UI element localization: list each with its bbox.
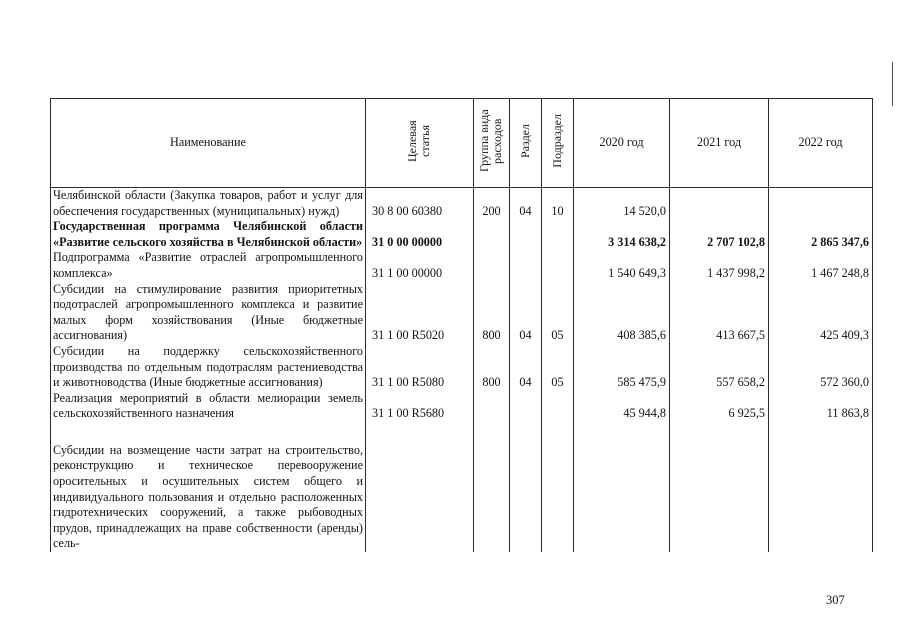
row-name: Государственная программа Челябинской области «Развитие сельского хозяйства в Челябинской области»: [51, 219, 366, 250]
row-name: Подпрограмма «Развитие отраслей агропромышленного комплекса»: [51, 250, 366, 281]
row-expense-group: 800: [474, 282, 510, 344]
table-row: [51, 219, 873, 250]
page-number: 307: [826, 593, 845, 607]
row-2020: 45 944,8: [574, 391, 670, 422]
row-2022: 11 863,8: [769, 391, 873, 422]
table-header-row: [51, 99, 873, 188]
row-2022: 1 467 248,8: [769, 250, 873, 281]
header-2022: 2022 год: [769, 99, 873, 188]
row-2020: 1 540 649,3: [574, 250, 670, 281]
header-subsection: Подраздел: [542, 99, 574, 188]
row-2022: 572 360,0: [769, 344, 873, 391]
table-row: [51, 391, 873, 422]
row-2020: 14 520,0: [574, 188, 670, 220]
row-expense-group: 200: [474, 188, 510, 220]
row-2020: 585 475,9: [574, 344, 670, 391]
row-2021: [670, 422, 769, 552]
row-target-article: 31 0 00 00000: [366, 219, 474, 250]
row-section: [510, 250, 542, 281]
row-2021: 2 707 102,8: [670, 219, 769, 250]
row-name: Челябинской области (Закупка товаров, работ и услуг для обеспечения государственных (муниципальных) нужд): [51, 188, 366, 220]
row-expense-group: [474, 250, 510, 281]
row-2020: 3 314 638,2: [574, 219, 670, 250]
row-target-article: 31 1 00 R5680: [366, 391, 474, 422]
header-name: Наименование: [51, 99, 366, 188]
row-subsection: 05: [542, 344, 574, 391]
row-subsection: [542, 250, 574, 281]
row-section: 04: [510, 282, 542, 344]
row-2022: [769, 188, 873, 220]
row-2021: 6 925,5: [670, 391, 769, 422]
row-target-article: 31 1 00 R5080: [366, 344, 474, 391]
row-2021: 413 667,5: [670, 282, 769, 344]
row-subsection: 05: [542, 282, 574, 344]
row-subsection: [542, 422, 574, 552]
margin-line: [892, 62, 893, 106]
table-row: [51, 344, 873, 391]
table-row: [51, 188, 873, 220]
row-target-article: 31 1 00 R5020: [366, 282, 474, 344]
header-expense-group: Группа вида расходов: [474, 99, 510, 188]
row-name: Реализация мероприятий в области мелиорации земель сельскохозяйственного назначения: [51, 391, 366, 422]
row-2022: 2 865 347,6: [769, 219, 873, 250]
row-subsection: 10: [542, 188, 574, 220]
row-2021: 557 658,2: [670, 344, 769, 391]
row-section: [510, 422, 542, 552]
header-2020: 2020 год: [574, 99, 670, 188]
row-2021: [670, 188, 769, 220]
row-name: Субсидии на возмещение части затрат на строительство, реконструкцию и техническое перевооружение оросительных и осушительных систем общего и индивидуального пользования и отдельно расположенных гидротехнических сооружений, а также рыбоводных прудов, принадлежащих на праве собственности (аренды) сель-: [51, 422, 366, 552]
row-2022: [769, 422, 873, 552]
row-subsection: [542, 219, 574, 250]
row-2020: 408 385,6: [574, 282, 670, 344]
row-expense-group: [474, 422, 510, 552]
row-name: Субсидии на стимулирование развития приоритетных подотраслей агропромышленного комплекса и развитие малых форм хозяйствования (Иные бюджетные ассигнования): [51, 282, 366, 344]
row-expense-group: 800: [474, 344, 510, 391]
row-section: 04: [510, 344, 542, 391]
table-row: [51, 282, 873, 344]
row-target-article: 31 1 00 00000: [366, 250, 474, 281]
budget-table: [50, 98, 873, 552]
row-2022: 425 409,3: [769, 282, 873, 344]
row-2021: 1 437 998,2: [670, 250, 769, 281]
row-section: 04: [510, 188, 542, 220]
row-name: Субсидии на поддержку сельскохозяйственного производства по отдельным подотраслям растениеводства и животноводства (Иные бюджетные ассигнования): [51, 344, 366, 391]
row-target-article: 30 8 00 60380: [366, 188, 474, 220]
header-section: Раздел: [510, 99, 542, 188]
row-2020: [574, 422, 670, 552]
row-expense-group: [474, 391, 510, 422]
header-target-article: Целевая статья: [366, 99, 474, 188]
row-target-article: [366, 422, 474, 552]
row-subsection: [542, 391, 574, 422]
row-expense-group: [474, 219, 510, 250]
row-section: [510, 219, 542, 250]
row-section: [510, 391, 542, 422]
table-row: [51, 250, 873, 281]
header-2021: 2021 год: [670, 99, 769, 188]
table-row: [51, 422, 873, 552]
